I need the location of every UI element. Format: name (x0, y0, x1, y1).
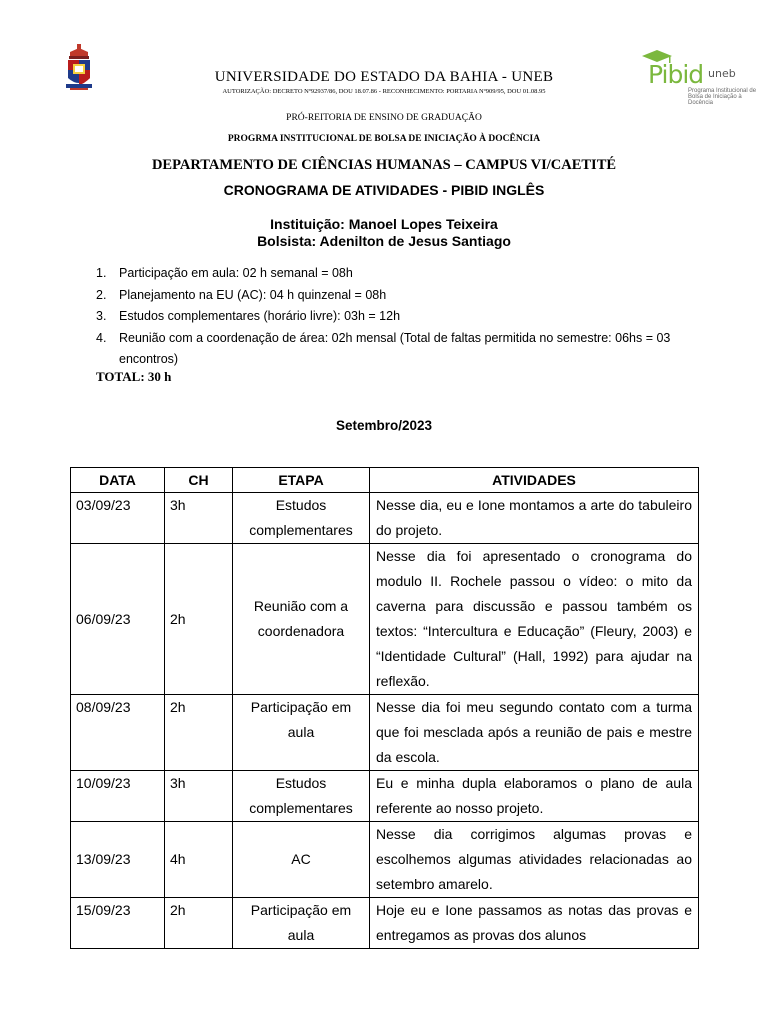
header-etapa: ETAPA (233, 468, 370, 493)
month-title: Setembro/2023 (335, 418, 433, 433)
table-row (71, 493, 699, 544)
cell-stage: Estudos complementares (233, 771, 370, 822)
list-item: 1. Participação em aula: 02 h semanal = 08h (96, 266, 353, 280)
department-heading: DEPARTAMENTO DE CIÊNCIAS HUMANAS – CAMPUS VI/CAETITÉ (151, 157, 617, 173)
cell-date: 08/09/23 (71, 695, 165, 771)
pibid-uneb-text: uneb (708, 67, 736, 80)
cell-activities: Hoje eu e Ione passamos as notas das provas e entregamos as provas dos alunos (370, 898, 699, 949)
cell-activities: Nesse dia foi meu segundo contato com a turma que foi mesclada após a reunião de pais e mestre da escola. (370, 695, 699, 771)
cell-hours: 2h (165, 544, 233, 695)
table-row (71, 695, 699, 771)
pro-reitoria-line: PRÓ-REITORIA DE ENSINO DE GRADUAÇÃO (286, 113, 482, 123)
list-item: 4. Reunião com a coordenação de área: 02h mensal (Total de faltas permitida no semestre: 06hs = 03 encontros) (96, 330, 671, 366)
cell-stage: Estudos complementares (233, 493, 370, 544)
cell-activities: Nesse dia foi apresentado o cronograma do modulo II. Rochele passou o vídeo: o mito da caverna para discussão e passou também os textos: “Intercultura e Educação” (Fleury, 2003) e “Identidade Cultural” (Hall, 1992) para ajudar na reflexão. (370, 544, 699, 695)
cell-date: 03/09/23 (71, 493, 165, 544)
header-atividades: ATIVIDADES (370, 468, 699, 493)
program-line: PROGRMA INSTITUCIONAL DE BOLSA DE INICIAÇÃO À DOCÊNCIA (227, 134, 541, 144)
total-hours: TOTAL: 30 h (96, 369, 172, 384)
cell-hours: 3h (165, 771, 233, 822)
cell-date: 13/09/23 (71, 822, 165, 898)
cell-hours: 2h (165, 898, 233, 949)
cell-stage: AC (233, 822, 370, 898)
cell-activities: Nesse dia, eu e Ione montamos a arte do tabuleiro do projeto. (370, 493, 699, 544)
cell-stage: Reunião com a coordenadora (233, 544, 370, 695)
cell-stage: Participação em aula (233, 898, 370, 949)
cell-hours: 4h (165, 822, 233, 898)
cell-date: 06/09/23 (71, 544, 165, 695)
header-data: DATA (71, 468, 165, 493)
cell-hours: 3h (165, 493, 233, 544)
schedule-table (70, 467, 699, 949)
university-title: UNIVERSIDADE DO ESTADO DA BAHIA - UNEB (214, 69, 554, 85)
table-row (71, 771, 699, 822)
cell-hours: 2h (165, 695, 233, 771)
table-row (71, 898, 699, 949)
pibid-wordmark: Pibid (648, 60, 704, 89)
cell-activities: Eu e minha dupla elaboramos o plano de aula referente ao nosso projeto. (370, 771, 699, 822)
workload-list (96, 263, 701, 371)
list-item: 3. Estudos complementares (horário livre): 03h = 12h (96, 309, 401, 323)
cell-date: 15/09/23 (71, 898, 165, 949)
table-row (71, 544, 699, 695)
institution-line: Instituição: Manoel Lopes Teixeira (270, 216, 498, 232)
table-row (71, 822, 699, 898)
cell-stage: Participação em aula (233, 695, 370, 771)
schedule-heading: CRONOGRAMA DE ATIVIDADES - PIBID INGLÊS (223, 182, 545, 198)
table-header-row (71, 468, 699, 493)
pibid-subtitle: Programa Institucional de Bolsa de Iniciação à Docência (688, 88, 757, 106)
authorization-line: AUTORIZAÇÃO: DECRETO Nº92937/86, DOU 18.07.86 - RECONHECIMENTO: PORTARIA Nº909/95, DOU 01.08.95 (222, 88, 546, 95)
cell-activities: Nesse dia corrigimos algumas provas e escolhemos algumas atividades relacionadas ao setembro amarelo. (370, 822, 699, 898)
list-item: 2. Planejamento na EU (AC): 04 h quinzenal = 08h (96, 287, 387, 302)
header-ch: CH (165, 468, 233, 493)
cell-date: 10/09/23 (71, 771, 165, 822)
scholarship-holder-line: Bolsista: Adenilton de Jesus Santiago (257, 233, 511, 249)
